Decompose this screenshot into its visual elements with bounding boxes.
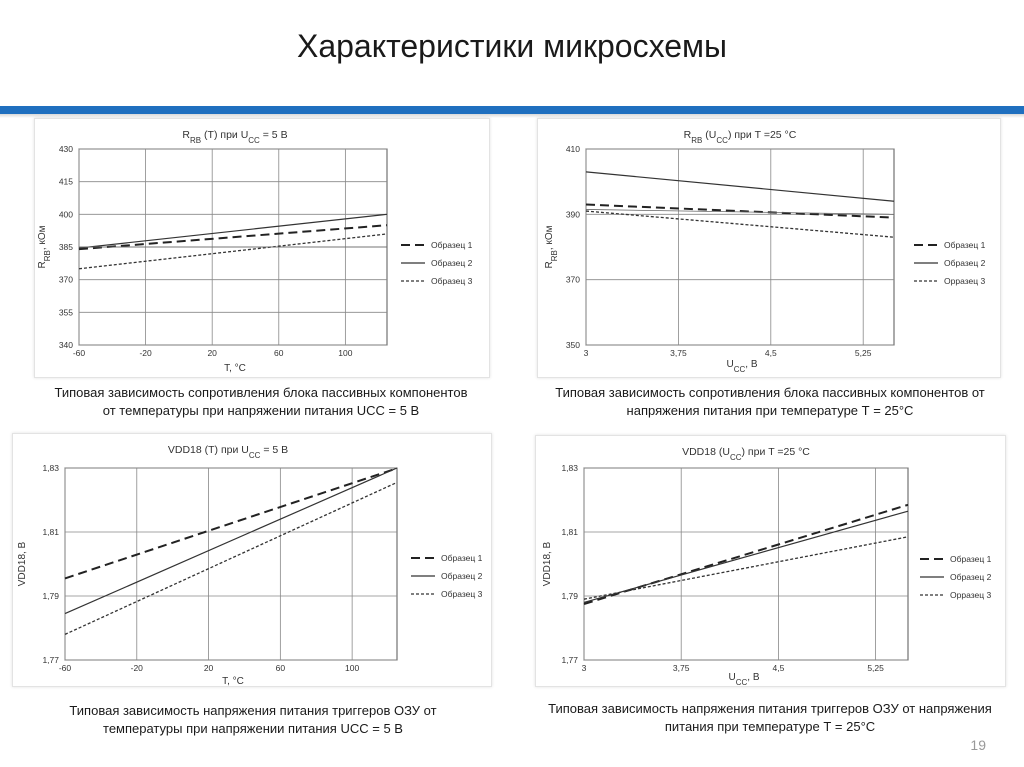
y-tick-label: 340 [58, 340, 73, 350]
chart-title-part: R [683, 129, 692, 141]
chart-title-part: RB [190, 135, 202, 145]
y-axis-label-part: RB [42, 250, 52, 262]
chart-resistance-vs-temperature [35, 119, 489, 377]
y-axis-label-group [542, 541, 553, 586]
x-tick-label: 5,25 [854, 348, 872, 358]
legend-label: Образец 1 [950, 554, 992, 564]
chart-title-part: ) при T =25 °C [741, 446, 810, 458]
y-tick-label: 1,77 [42, 655, 59, 665]
x-tick-label: 5,25 [867, 663, 884, 673]
caption-resistance-voltage: Типовая зависимость сопротивления блока пассивных компонентов от напряжения питания при температуре Т = 25°С [555, 385, 985, 418]
x-axis-label: T, °С [222, 676, 244, 686]
chart-title-part: CC [248, 450, 261, 460]
y-tick-label: 370 [58, 274, 73, 285]
x-tick-label: 20 [207, 348, 217, 358]
plot-area [586, 149, 894, 345]
y-tick-label: 415 [58, 176, 73, 187]
y-axis-label-group [544, 225, 559, 268]
legend-label: Образец 3 [441, 589, 483, 599]
y-axis-label-group [37, 225, 52, 268]
y-tick-label: 1,81 [42, 527, 59, 537]
chart-vdd-vs-voltage [536, 436, 1005, 686]
legend-label: Образец 2 [950, 572, 992, 582]
chart-panel-vdd-temperature [12, 433, 492, 687]
y-axis-label [37, 225, 52, 268]
chart-title-part: CC [248, 135, 260, 145]
chart-title-part: (T) при U [201, 129, 249, 141]
legend-label: Образец 2 [944, 258, 986, 268]
y-tick-label: 400 [58, 209, 73, 220]
x-tick-label: -20 [130, 663, 143, 673]
chart-title-part: CC [716, 135, 728, 145]
caption-vdd-voltage: Типовая зависимость напряжения питания триггеров ОЗУ от напряжения питания при температуре Т = 25°С [548, 701, 992, 734]
y-tick-label: 1,83 [42, 463, 59, 473]
x-axis-label-part: , В [745, 359, 758, 370]
y-tick-label: 1,77 [561, 655, 578, 665]
legend-label: Образец 2 [431, 258, 473, 268]
plot-area [65, 468, 397, 660]
chart-title [168, 444, 288, 460]
x-tick-label: -60 [72, 348, 86, 358]
legend-label: Образец 1 [441, 553, 483, 563]
accent-bar [0, 106, 1024, 114]
legend-label: Орразец 3 [950, 590, 992, 600]
y-axis-label-group [17, 541, 28, 586]
y-tick-label: 385 [58, 242, 73, 252]
chart-title-part: RB [691, 135, 703, 145]
y-axis-label [544, 225, 559, 268]
y-tick-label: 1,83 [561, 463, 578, 473]
chart-resistance-vs-voltage [538, 119, 1000, 377]
chart-title-part: VDD18 (U [682, 446, 730, 458]
chart-title-part: CC [729, 452, 742, 462]
caption-vdd-temperature: Типовая зависимость напряжения питания триггеров ОЗУ от температуры при напряжении питания UCC = 5 В [69, 703, 437, 736]
legend-label: Образец 1 [944, 240, 986, 250]
y-tick-label: 390 [565, 209, 580, 220]
y-axis-label: VDD18, В [542, 541, 553, 587]
x-tick-label: 60 [274, 348, 284, 358]
x-tick-label: -20 [139, 348, 152, 358]
legend-label: Образец 3 [431, 276, 473, 286]
x-axis-label-part: U [728, 672, 736, 683]
x-tick-label: 20 [203, 663, 214, 673]
y-tick-label: 370 [565, 274, 580, 285]
y-axis-label: VDD18, В [17, 541, 28, 587]
x-tick-label: 3,75 [670, 348, 687, 358]
chart-panel-vdd-voltage [535, 435, 1006, 687]
caption-resistance-temperature: Типовая зависимость сопротивления блока пассивных компонентов от температуры при напряжении питания UCC = 5 В [54, 385, 468, 418]
y-axis-label-part: , кОм [37, 225, 48, 251]
x-axis-label-part: U [726, 359, 734, 370]
chart-panel-resistance-voltage [537, 118, 1001, 378]
y-axis-label-part: RB [549, 250, 559, 262]
x-axis-label-part: CC [735, 677, 748, 686]
plot-area [584, 468, 908, 660]
x-axis-label [728, 672, 759, 686]
y-tick-label: 1,79 [561, 591, 578, 601]
legend-label: Образец 2 [441, 571, 483, 581]
chart-title-part: = 5 В [260, 444, 289, 456]
x-tick-label: 3,75 [672, 663, 690, 673]
x-axis-label-part: , В [747, 672, 760, 683]
x-axis-label-part: CC [733, 364, 746, 374]
y-axis-label-part: R [37, 261, 48, 269]
chart-title-part: R [182, 129, 191, 141]
y-axis-label-part: R [544, 261, 555, 269]
y-tick-label: 410 [565, 144, 580, 154]
x-tick-label: -60 [58, 663, 72, 673]
x-tick-label: 100 [338, 348, 353, 358]
x-tick-label: 4,5 [772, 663, 785, 673]
chart-title [182, 129, 287, 145]
x-axis-label: T, °С [224, 363, 246, 374]
y-tick-label: 430 [58, 144, 73, 154]
x-tick-label: 3 [581, 663, 587, 673]
y-axis-label-part: , кОм [544, 225, 555, 251]
y-tick-label: 350 [565, 340, 580, 350]
legend-label: Образец 1 [431, 240, 473, 250]
chart-title [684, 129, 797, 145]
chart-title-part: = 5 В [259, 129, 288, 141]
x-tick-label: 60 [275, 663, 286, 673]
x-tick-label: 100 [345, 663, 360, 673]
y-tick-label: 355 [58, 307, 73, 318]
chart-title-part: VDD18 (T) при U [167, 444, 249, 456]
x-tick-label: 4,5 [764, 348, 777, 358]
chart-vdd-vs-temperature [13, 434, 491, 686]
chart-title [682, 446, 810, 462]
chart-title-part: (U [702, 129, 717, 141]
x-axis-label [726, 359, 757, 374]
y-tick-label: 1,81 [561, 527, 578, 537]
chart-title-part: ) при T =25 °C [727, 129, 797, 141]
x-tick-label: 3 [583, 348, 589, 358]
chart-panel-resistance-temperature [34, 118, 490, 378]
y-tick-label: 1,79 [42, 591, 59, 601]
slide-title: Характеристики микросхемы [296, 28, 728, 64]
page-number: 19 [970, 737, 986, 753]
legend-label: Орразец 3 [944, 276, 986, 286]
